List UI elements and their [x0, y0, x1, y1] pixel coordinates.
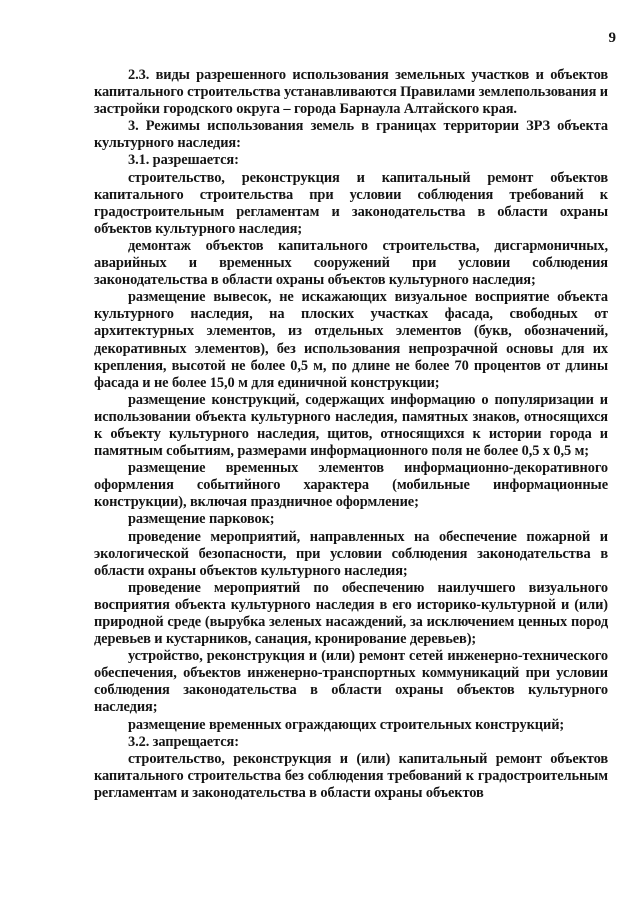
- paragraph-3-heading: 3. Режимы использования земель в границах территории ЗРЗ объекта культурного наследия:: [94, 118, 608, 152]
- list-item-demolition: демонтаж объектов капитального строительства, дисгармоничных, аварийных и временных сооружений при условии соблюдения законодательства в области охраны объектов культурного наследия;: [94, 237, 608, 289]
- list-item-safety: проведение мероприятий, направленных на обеспечение пожарной и экологической безопасности, при условии соблюдения законодательства в области охраны объектов культурного наследия;: [94, 528, 608, 579]
- page-number: 9: [608, 30, 616, 46]
- list-item-info-structures: размещение конструкций, содержащих информацию о популяризации и использовании объекта культурного наследия, памятных знаков, относящихся к объекту культурного наследия, щитов, относящихся к истории города и памятным событиям, размерами информационного поля не более 0,5 х 0,5 м;: [94, 391, 608, 460]
- list-item-visual-perception: проведение мероприятий по обеспечению наилучшего визуального восприятия объекта культурного наследия в его историко-культурной и (или) природной среде (вырубка зеленых насаждений, за исключением ценных пород деревьев и кустарников, санация, кронирование деревьев);: [94, 579, 608, 648]
- list-item-signage: размещение вывесок, не искажающих визуальное восприятие объекта культурного наследия, на плоских участках фасада, свободных от архитектурных элементов, из отдельных элементов (букв, обозначений, декоративных элементов), без использования непрозрачной основы для их крепления, высотой не более 0,5 м, по длине не более 70 процентов от длины фасада и не более 15,0 м для единичной конструкции;: [94, 289, 608, 391]
- list-item-parking: размещение парковок;: [128, 511, 275, 528]
- list-item-utilities: устройство, реконструкция и (или) ремонт сетей инженерно-технического обеспечения, объектов инженерно-транспортных коммуникаций при условии соблюдения законодательства в области охраны объектов культурного наследия;: [94, 648, 608, 716]
- document-body: [94, 67, 608, 802]
- list-item-temporary-decor: размещение временных элементов информационно-декоративного оформления событийного характера (мобильные информационные конструкции), включая праздничное оформление;: [94, 460, 608, 511]
- list-item-construction: строительство, реконструкция и капитальный ремонт объектов капитального строительства при условии соблюдения требований к градостроительным регламентам и законодательства в области охраны объектов культурного наследия;: [94, 169, 608, 237]
- list-item-prohibited-construction: строительство, реконструкция и (или) капитальный ремонт объектов капитального строительства без соблюдения требований к градостроительным регламентам и законодательства в области охраны объектов: [94, 750, 608, 801]
- paragraph-3-2-heading: 3.2. запрещается:: [128, 733, 239, 750]
- paragraph-3-1-heading: 3.1. разрешается:: [128, 152, 239, 169]
- list-item-fencing: размещение временных ограждающих строительных конструкций;: [128, 716, 565, 733]
- paragraph-2-3: 2.3. виды разрешенного использования земельных участков и объектов капитального строительства устанавливаются Правилами землепользования и застройки городского округа – города Барнаула Алтайского края.: [94, 67, 608, 118]
